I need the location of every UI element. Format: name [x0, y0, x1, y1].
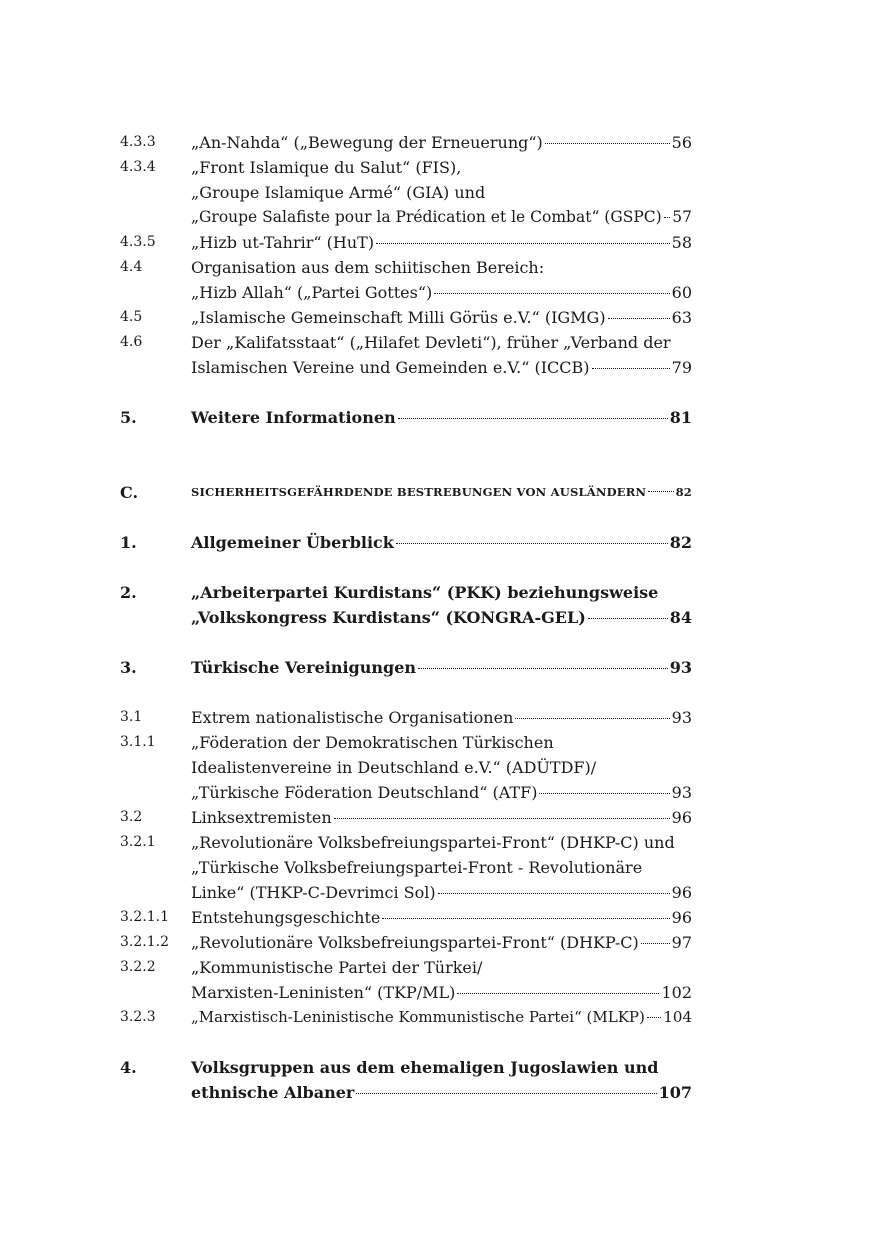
entry-title: Organisation aus dem schiitischen Bereich:: [191, 258, 545, 277]
entry-title: Volksgruppen aus dem ehemaligen Jugoslawien und: [191, 1058, 659, 1077]
entry-title: „Groupe Islamique Armé“ (GIA) und: [191, 183, 486, 202]
entry-title: „Föderation der Demokratischen Türkischen: [191, 733, 554, 752]
section-number: 1.: [120, 533, 137, 552]
page-number: 93: [669, 658, 692, 677]
section-number: 3.2.3: [120, 1009, 156, 1025]
page-number: 96: [671, 808, 692, 827]
section-number: 4.4: [120, 259, 143, 275]
page-number: 102: [661, 983, 692, 1002]
dot-leader: [382, 918, 669, 919]
toc-entry: [120, 155, 692, 230]
entry-title: SICHERHEITSGEFÄHRDENDE BESTREBUNGEN VON AUSLÄNDERN: [191, 485, 647, 499]
toc-entry: [120, 580, 692, 630]
dot-leader: [515, 718, 669, 719]
entry-title: „Hizb Allah“ („Partei Gottes“): [191, 283, 433, 302]
dot-leader: [647, 1017, 662, 1018]
dot-leader: [457, 993, 659, 994]
section-number: 3.2.1.2: [120, 934, 169, 950]
entry-title: „An-Nahda“ („Bewegung der Erneuerung“): [191, 133, 543, 152]
toc-entry: [120, 830, 692, 905]
entry-title: Islamischen Vereine und Gemeinden e.V.“ (ICCB): [191, 358, 590, 377]
entry-title: „Türkische Volksbefreiungspartei-Front - Revolutionäre: [191, 858, 643, 877]
section-number: 3.1.1: [120, 734, 156, 750]
page-number: 96: [671, 883, 692, 902]
page-number: 97: [671, 933, 692, 952]
section-number: 2.: [120, 583, 137, 602]
toc-entry: [120, 255, 692, 305]
page-number: 56: [671, 133, 692, 152]
toc-entry: [120, 230, 692, 255]
entry-title: „Groupe Salafiste pour la Prédication et le Combat“ (GSPC): [191, 208, 662, 226]
entry-title: „Marxistisch-Leninistische Kommunistische Partei“ (MLKP): [191, 1008, 645, 1026]
page-number: 84: [669, 608, 692, 627]
page-number: 107: [658, 1083, 692, 1102]
section-number: 3.2.1: [120, 834, 156, 850]
entry-title: „Türkische Föderation Deutschland“ (ATF): [191, 783, 538, 802]
dot-leader: [334, 818, 670, 819]
entry-title: „Volkskongress Kurdistans“ (KONGRA-GEL): [191, 608, 586, 627]
entry-title: „Hizb ut-Tahrir“ (HuT): [191, 233, 375, 252]
page-number: 58: [671, 233, 692, 252]
dot-leader: [588, 618, 668, 619]
dot-leader: [376, 243, 670, 244]
entry-title: Allgemeiner Überblick: [191, 533, 394, 552]
toc-entry: [120, 480, 692, 505]
dot-leader: [418, 668, 668, 669]
section-number: 3.2: [120, 809, 143, 825]
page-number: 96: [671, 908, 692, 927]
toc-entry: [120, 1005, 692, 1030]
entry-title: „Kommunistische Partei der Türkei/: [191, 958, 483, 977]
page-number: 82: [675, 485, 692, 499]
entry-title: ethnische Albaner: [191, 1083, 355, 1102]
entry-title: Linke“ (THKP-C-Devrimci Sol): [191, 883, 436, 902]
entry-title: „Arbeiterpartei Kurdistans“ (PKK) beziehungsweise: [191, 583, 659, 602]
dot-leader: [434, 293, 669, 294]
entry-title: Weitere Informationen: [191, 408, 396, 427]
toc-entry: [120, 655, 692, 680]
toc-entry: [120, 905, 692, 930]
section-number: 4.3.4: [120, 159, 156, 175]
page-number: 93: [671, 708, 692, 727]
entry-title: Extrem nationalistische Organisationen: [191, 708, 514, 727]
page-number: 104: [663, 1008, 692, 1026]
dot-leader: [539, 793, 669, 794]
table-of-contents: [120, 130, 692, 1105]
page-number: 79: [671, 358, 692, 377]
section-number: 4.: [120, 1058, 137, 1077]
section-number: 4.3.5: [120, 234, 156, 250]
dot-leader: [648, 491, 673, 492]
entry-title: „Revolutionäre Volksbefreiungspartei-Front“ (DHKP-C) und: [191, 833, 675, 852]
section-number: 4.3.3: [120, 134, 156, 150]
dot-leader: [356, 1093, 656, 1094]
toc-entry: [120, 130, 692, 155]
toc-entry: [120, 330, 692, 380]
dot-leader: [664, 217, 671, 218]
toc-entry: [120, 405, 692, 430]
toc-entry: [120, 730, 692, 805]
toc-entry: [120, 930, 692, 955]
toc-entry: [120, 1055, 692, 1105]
toc-entry: [120, 805, 692, 830]
page-number: 81: [669, 408, 692, 427]
toc-entry: [120, 305, 692, 330]
section-number: C.: [120, 483, 139, 502]
dot-leader: [396, 543, 668, 544]
entry-title: Marxisten-Leninisten“ (TKP/ML): [191, 983, 456, 1002]
dot-leader: [438, 893, 670, 894]
section-number: 3.2.1.1: [120, 909, 169, 925]
entry-title: Entstehungsgeschichte: [191, 908, 381, 927]
entry-title: Türkische Vereinigungen: [191, 658, 417, 677]
toc-entry: [120, 705, 692, 730]
entry-title: Der „Kalifatsstaat“ („Hilafet Devleti“), früher „Verband der: [191, 333, 671, 352]
entry-title: „Revolutionäre Volksbefreiungspartei-Front“ (DHKP-C): [191, 933, 639, 952]
page-number: 82: [669, 533, 692, 552]
section-number: 3.2.2: [120, 959, 156, 975]
toc-entry: [120, 530, 692, 555]
section-number: 3.: [120, 658, 137, 677]
dot-leader: [398, 418, 668, 419]
page-number: 57: [672, 208, 692, 226]
section-number: 5.: [120, 408, 137, 427]
toc-entry: [120, 955, 692, 1005]
page-number: 63: [671, 308, 692, 327]
section-number: 3.1: [120, 709, 143, 725]
entry-title: Idealistenvereine in Deutschland e.V.“ (ADÜTDF)/: [191, 758, 597, 777]
entry-title: „Front Islamique du Salut“ (FIS),: [191, 158, 462, 177]
section-number: 4.5: [120, 309, 143, 325]
page-number: 60: [671, 283, 692, 302]
dot-leader: [608, 318, 670, 319]
page-number: 93: [671, 783, 692, 802]
dot-leader: [592, 368, 670, 369]
dot-leader: [641, 943, 670, 944]
entry-title: „Islamische Gemeinschaft Milli Görüs e.V.“ (IGMG): [191, 308, 606, 327]
entry-title: Linksextremisten: [191, 808, 332, 827]
dot-leader: [545, 143, 670, 144]
section-number: 4.6: [120, 334, 143, 350]
